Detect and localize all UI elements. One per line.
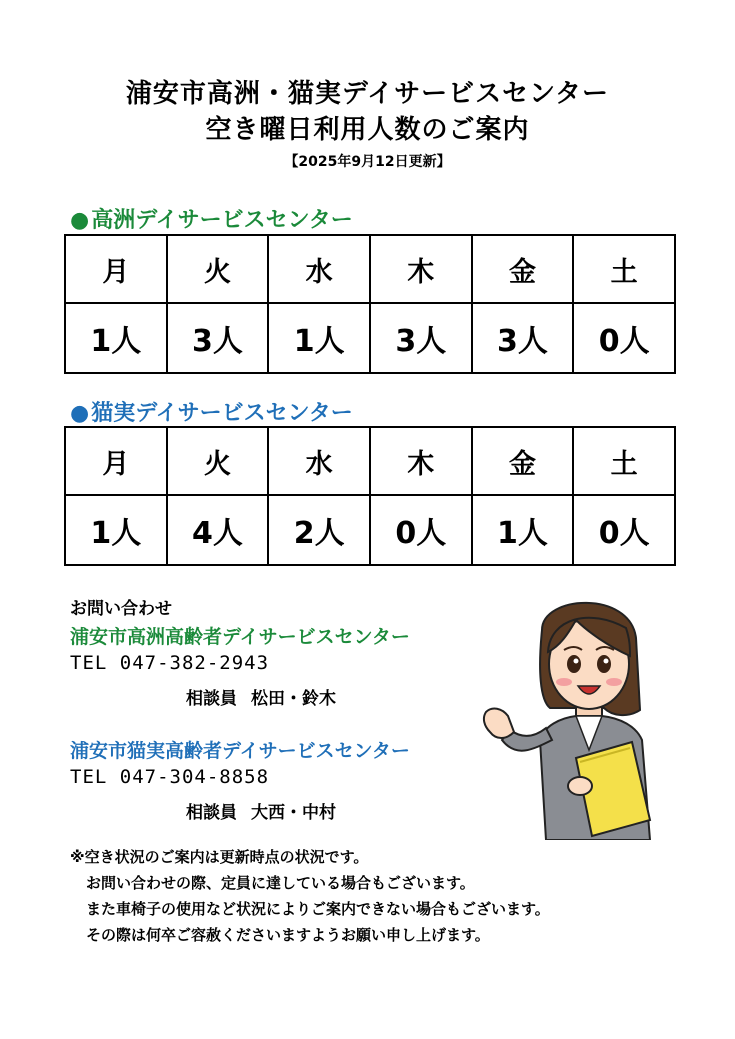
title-line-1: 浦安市高洲・猫実デイサービスセンター	[125, 79, 610, 109]
bullet-icon: ●	[70, 208, 90, 233]
day-cell: 土	[573, 235, 675, 303]
count-cell: 0人	[370, 495, 472, 565]
takasu-center-name: 高洲デイサービスセンター	[91, 208, 353, 233]
day-cell: 火	[167, 427, 269, 495]
takasu-availability-table	[64, 234, 676, 374]
nekozane-counselors	[186, 798, 336, 823]
counselor-names: 松田・鈴木	[251, 689, 336, 709]
takasu-counselors	[186, 684, 336, 709]
count-cell: 3人	[370, 303, 472, 373]
day-cell: 水	[268, 235, 370, 303]
day-cell: 木	[370, 235, 472, 303]
counselor-label: 相談員	[186, 689, 237, 709]
table-row	[65, 235, 675, 303]
table-row	[65, 495, 675, 565]
nekozane-availability-table	[64, 426, 676, 566]
nekozane-center-heading	[70, 396, 353, 427]
count-cell: 3人	[472, 303, 574, 373]
count-cell: 4人	[167, 495, 269, 565]
count-cell: 0人	[573, 303, 675, 373]
page-title	[0, 76, 735, 148]
updated-date: 【2025年9月12日更新】	[284, 154, 451, 170]
counselor-names: 大西・中村	[251, 803, 336, 823]
note-line: また車椅子の使用など状況によりご案内できない場合もございます。	[86, 900, 550, 918]
takasu-center-heading	[70, 203, 353, 234]
count-cell: 1人	[472, 495, 574, 565]
day-cell: 火	[167, 235, 269, 303]
day-cell: 水	[268, 427, 370, 495]
nekozane-office-tel[interactable]: TEL 047-304-8858	[70, 766, 270, 788]
contact-heading: お問い合わせ	[70, 599, 172, 619]
count-cell: 0人	[573, 495, 675, 565]
day-cell: 金	[472, 427, 574, 495]
count-cell: 2人	[268, 495, 370, 565]
count-cell: 1人	[65, 303, 167, 373]
count-cell: 1人	[65, 495, 167, 565]
nekozane-center-name: 猫実デイサービスセンター	[91, 401, 353, 426]
count-cell: 3人	[167, 303, 269, 373]
note-line: ※空き状況のご案内は更新時点の状況です。	[70, 848, 369, 866]
bullet-icon: ●	[70, 401, 90, 426]
table-row	[65, 303, 675, 373]
notes	[70, 844, 550, 948]
day-cell: 月	[65, 427, 167, 495]
count-cell: 1人	[268, 303, 370, 373]
day-cell: 月	[65, 235, 167, 303]
day-cell: 金	[472, 235, 574, 303]
receptionist-woman-icon	[480, 590, 660, 840]
nekozane-office-name: 浦安市猫実高齢者デイサービスセンター	[70, 740, 410, 762]
takasu-office-name: 浦安市高洲高齢者デイサービスセンター	[70, 626, 410, 648]
title-line-2: 空き曜日利用人数のご案内	[205, 115, 530, 145]
takasu-office-tel[interactable]: TEL 047-382-2943	[70, 652, 270, 674]
day-cell: 木	[370, 427, 472, 495]
counselor-label: 相談員	[186, 803, 237, 823]
note-line: その際は何卒ご容赦くださいますようお願い申し上げます。	[86, 926, 490, 944]
day-cell: 土	[573, 427, 675, 495]
note-line: お問い合わせの際、定員に達している場合もございます。	[86, 874, 475, 892]
table-row	[65, 427, 675, 495]
